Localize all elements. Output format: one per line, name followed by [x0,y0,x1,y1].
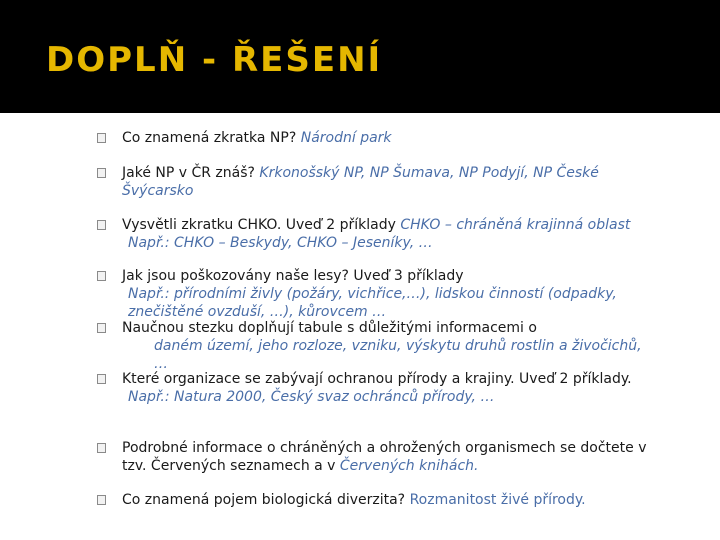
square-bullet-icon [97,323,106,333]
answer-text: CHKO – chráněná krajinná oblast [400,217,631,233]
question-text: Vysvětli zkratku CHKO. Uveď 2 příklady [122,217,396,233]
question-text: Jaké NP v ČR znáš? [122,165,255,181]
item-text [122,319,657,373]
question-text: Naučnou stezku doplňují tabule s důležitými informacemi o [122,320,537,336]
slide-title: DOPLŇ - ŘEŠENÍ [46,40,383,80]
square-bullet-icon [97,271,106,281]
item-text [122,491,657,509]
answer-text: Rozmanitost živé přírody. [409,492,586,508]
square-bullet-icon [97,133,106,143]
square-bullet-icon [97,443,106,453]
square-bullet-icon [97,168,106,178]
item-text [122,129,657,147]
answer-text: Národní park [300,130,392,146]
question-text: Co znamená zkratka NP? [122,130,297,146]
item-text [122,439,657,475]
answer-text: daném území, jeho rozloze, vzniku, výskytu druhů rostlin a živočichů, … [154,338,642,372]
item-text [122,216,657,252]
answer-text: Krkonošský NP, NP Šumava, NP Podyjí, NP České Švýcarsko [122,165,599,199]
item-text [122,370,657,406]
question-text: Podrobné informace o chráněných a ohrožených organismech se dočtete v tzv. Červených seznamech a v [122,440,647,474]
square-bullet-icon [97,495,106,505]
item-text [122,164,657,200]
answer-text: Červených knihách. [339,458,479,474]
item-text [122,267,657,321]
answer-example-text: Např.: CHKO – Beskydy, CHKO – Jeseníky, … [128,235,433,251]
square-bullet-icon [97,374,106,384]
answer-text: Např.: Natura 2000, Český svaz ochránců přírody, … [128,389,495,405]
answer-text: Např.: přírodními živly (požáry, vichřice,…), lidskou činností (odpadky, znečištěné ovzduší, …), kůrovcem … [128,286,617,320]
square-bullet-icon [97,220,106,230]
question-text: Které organizace se zabývají ochranou přírody a krajiny. Uveď 2 příklady. [122,371,632,387]
question-text: Co znamená pojem biologická diverzita? [122,492,406,508]
question-text: Jak jsou poškozovány naše lesy? Uveď 3 příklady [122,268,464,284]
